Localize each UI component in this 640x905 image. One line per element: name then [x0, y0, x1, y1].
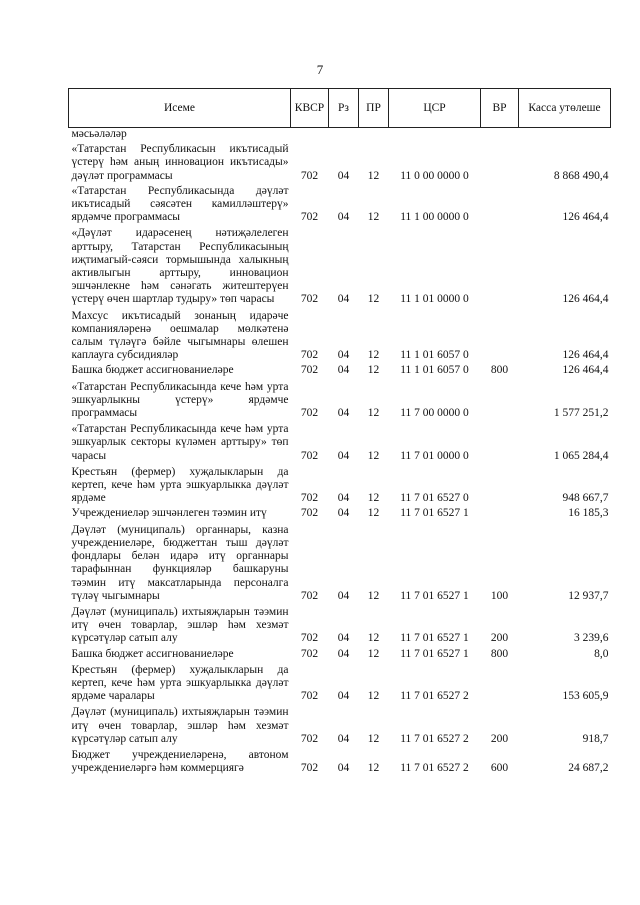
row-csr: 11 7 01 6527 1 — [400, 632, 469, 645]
header-rz: Рз — [329, 89, 359, 128]
row-kvsr: 702 — [300, 349, 319, 362]
table-row — [69, 505, 611, 520]
header-kassa: Касса утөлеше — [519, 89, 611, 128]
table-header-row — [69, 89, 611, 128]
row-name: «Татарстан Республикасын икътисадый үстерү һәм аның инновацион икътисады» дәүләт программасы — [71, 143, 289, 182]
row-amount: 918,7 — [582, 732, 609, 745]
row-vr: 200 — [490, 732, 509, 745]
row-pr: 12 — [367, 449, 380, 462]
row-pr: 12 — [367, 647, 380, 660]
row-name: Крестьян (фермер) хуҗалыкларын да кертеп, кече һәм урта эшкуарлыкка дәүләт ярдәме — [71, 465, 289, 505]
row-vr — [481, 420, 519, 463]
row-rz: 04 — [337, 169, 350, 182]
row-kvsr: 702 — [300, 732, 319, 745]
table-row — [69, 362, 611, 377]
row-csr: 11 0 00 0000 0 — [400, 169, 469, 182]
row-kvsr: 702 — [300, 762, 319, 775]
row-csr — [389, 128, 481, 142]
table-row — [69, 603, 611, 646]
row-vr — [481, 463, 519, 506]
row-rz: 04 — [337, 349, 350, 362]
row-name: «Татарстан Республикасында дәүләт икътисадый сәясәтен камилләштерү» ярдәмче программасы — [71, 184, 289, 224]
row-amount: 3 239,6 — [574, 632, 609, 645]
row-amount: 126 464,4 — [562, 364, 609, 377]
row-pr: 12 — [367, 589, 380, 602]
row-vr: 200 — [490, 632, 509, 645]
row-vr — [481, 307, 519, 363]
row-pr: 12 — [367, 507, 380, 520]
row-amount: 12 937,7 — [568, 589, 609, 602]
header-kvsr: КВСР — [291, 89, 329, 128]
row-kvsr — [291, 128, 329, 142]
row-csr: 11 1 01 0000 0 — [400, 293, 469, 306]
row-kvsr: 702 — [300, 407, 319, 420]
row-amount: 126 464,4 — [562, 293, 609, 306]
row-rz: 04 — [337, 632, 350, 645]
row-amount — [519, 128, 611, 142]
row-kvsr: 702 — [300, 211, 319, 224]
row-pr: 12 — [367, 732, 380, 745]
row-rz: 04 — [337, 762, 350, 775]
row-csr: 11 7 01 6527 1 — [400, 647, 469, 660]
header-name: Исеме — [69, 89, 291, 128]
table-row — [69, 703, 611, 746]
row-vr — [481, 378, 519, 421]
row-rz: 04 — [337, 449, 350, 462]
row-kvsr: 702 — [300, 169, 319, 182]
row-name: Башка бюджет ассигнованиеләре — [71, 647, 234, 660]
row-kvsr: 702 — [300, 364, 319, 377]
row-name: «Татарстан Республикасында кече һәм урта эшкуарлык секторы күләмен арттыру» төп чарасы — [71, 423, 289, 462]
row-amount: 126 464,4 — [562, 211, 609, 224]
row-name: «Татарстан Республикасында кече һәм урта эшкуарлыкны үстерү» ярдәмче программасы — [71, 380, 289, 420]
row-name: Дәүләт (муниципаль) органнары, казна учреждениеләре, бюджеттан тыш дәүләт фондлары белән идарә итү органнары тарафыннан функцияләр башкаруны тәэмин итү максатларында персоналга түләү чыгымнары — [71, 523, 289, 602]
row-csr: 11 1 00 0000 0 — [400, 211, 469, 224]
row-pr: 12 — [367, 211, 380, 224]
table-row — [69, 141, 611, 183]
table-row — [69, 521, 611, 603]
row-kvsr: 702 — [300, 647, 319, 660]
row-name: Дәүләт (муниципаль) ихтыяҗларын тәэмин итү өчен товарлар, эшләр һәм хезмәт күрсәтүләр сатып алу — [71, 706, 289, 745]
row-name: Бюджет учреждениеләренә, автоном учреждениеләргә һәм коммерциягә — [71, 748, 289, 775]
row-amount: 8 868 490,4 — [553, 169, 609, 182]
row-name: Башка бюджет ассигнованиеләре — [71, 364, 234, 377]
page-number: 7 — [316, 62, 324, 77]
row-kvsr: 702 — [300, 293, 319, 306]
table-row — [69, 378, 611, 421]
row-name: мәсьәләләр — [71, 128, 127, 140]
table-row — [69, 661, 611, 704]
row-csr: 11 7 01 6527 2 — [400, 732, 469, 745]
row-amount: 948 667,7 — [562, 492, 609, 505]
row-vr — [481, 128, 519, 142]
row-kvsr: 702 — [300, 632, 319, 645]
row-pr: 12 — [367, 690, 380, 703]
table-row — [69, 746, 611, 775]
header-vr: ВР — [481, 89, 519, 128]
table-row — [69, 128, 611, 142]
row-vr — [481, 505, 519, 520]
row-rz: 04 — [337, 507, 350, 520]
row-rz: 04 — [337, 364, 350, 377]
row-amount: 1 577 251,2 — [553, 407, 609, 420]
row-name: Махсус икътисадый зонаның идарәче компанияләренә оешмалар мөлкәтенә салым түләүгә бәйле чыгымнары өлешен каплауга субсидияләр — [71, 309, 289, 362]
row-vr: 800 — [490, 647, 509, 660]
row-csr: 11 1 01 6057 0 — [400, 349, 469, 362]
row-pr: 12 — [367, 632, 380, 645]
header-csr: ЦСР — [389, 89, 481, 128]
row-csr: 11 7 01 6527 1 — [400, 507, 469, 520]
row-rz: 04 — [337, 732, 350, 745]
budget-table — [68, 88, 611, 775]
row-name: Учреждениеләр эшчәнлеген тәэмин итү — [71, 507, 267, 520]
row-amount: 153 605,9 — [562, 690, 609, 703]
table-row — [69, 646, 611, 661]
row-kvsr: 702 — [300, 690, 319, 703]
row-pr: 12 — [367, 349, 380, 362]
table-row — [69, 224, 611, 306]
row-amount: 126 464,4 — [562, 349, 609, 362]
row-amount: 8,0 — [594, 647, 609, 660]
row-pr — [359, 128, 389, 142]
row-vr: 100 — [490, 589, 509, 602]
table-row — [69, 307, 611, 363]
row-rz: 04 — [337, 407, 350, 420]
row-vr — [481, 224, 519, 306]
row-pr: 12 — [367, 364, 380, 377]
row-rz: 04 — [337, 690, 350, 703]
row-csr: 11 7 01 6527 2 — [400, 690, 469, 703]
row-amount: 24 687,2 — [568, 762, 609, 775]
row-rz: 04 — [337, 589, 350, 602]
row-csr: 11 7 00 0000 0 — [400, 407, 469, 420]
row-csr: 11 7 01 6527 0 — [400, 492, 469, 505]
table-row — [69, 183, 611, 225]
row-csr: 11 7 01 6527 1 — [400, 589, 469, 602]
row-rz — [329, 128, 359, 142]
row-pr: 12 — [367, 492, 380, 505]
row-rz: 04 — [337, 492, 350, 505]
table-row — [69, 420, 611, 463]
row-vr — [481, 141, 519, 183]
row-vr: 800 — [490, 364, 509, 377]
row-rz: 04 — [337, 647, 350, 660]
row-pr: 12 — [367, 762, 380, 775]
header-pr: ПР — [359, 89, 389, 128]
row-vr: 600 — [490, 762, 509, 775]
row-amount: 16 185,3 — [568, 507, 609, 520]
row-kvsr: 702 — [300, 589, 319, 602]
row-amount: 1 065 284,4 — [553, 449, 609, 462]
row-vr — [481, 183, 519, 225]
row-kvsr: 702 — [300, 507, 319, 520]
table-row — [69, 463, 611, 506]
row-kvsr: 702 — [300, 449, 319, 462]
row-rz: 04 — [337, 211, 350, 224]
row-vr — [481, 661, 519, 704]
row-name: Дәүләт (муниципаль) ихтыяҗларын тәэмин итү өчен товарлар, эшләр һәм хезмәт күрсәтүләр сатып алу — [71, 605, 289, 645]
row-rz: 04 — [337, 293, 350, 306]
row-pr: 12 — [367, 407, 380, 420]
row-csr: 11 7 01 6527 2 — [400, 762, 469, 775]
row-name: «Дәүләт идарәсенең нәтиҗәлелеген арттыру, Татарстан Республикасының иҗтимагый-сәяси тормышында халыкның активлыгын арттыру, инновацион эшчәнлекне һәм сәнәгать житештерүен үстерү өчен шартлар тудыру» төп чарасы — [71, 227, 289, 306]
row-kvsr: 702 — [300, 492, 319, 505]
row-csr: 11 1 01 6057 0 — [400, 364, 469, 377]
row-pr: 12 — [367, 169, 380, 182]
row-csr: 11 7 01 0000 0 — [400, 449, 469, 462]
row-name: Крестьян (фермер) хуҗалыкларын да кертеп, кече һәм урта эшкуарлыкка дәүләт ярдәме чаралары — [71, 663, 289, 703]
row-pr: 12 — [367, 293, 380, 306]
